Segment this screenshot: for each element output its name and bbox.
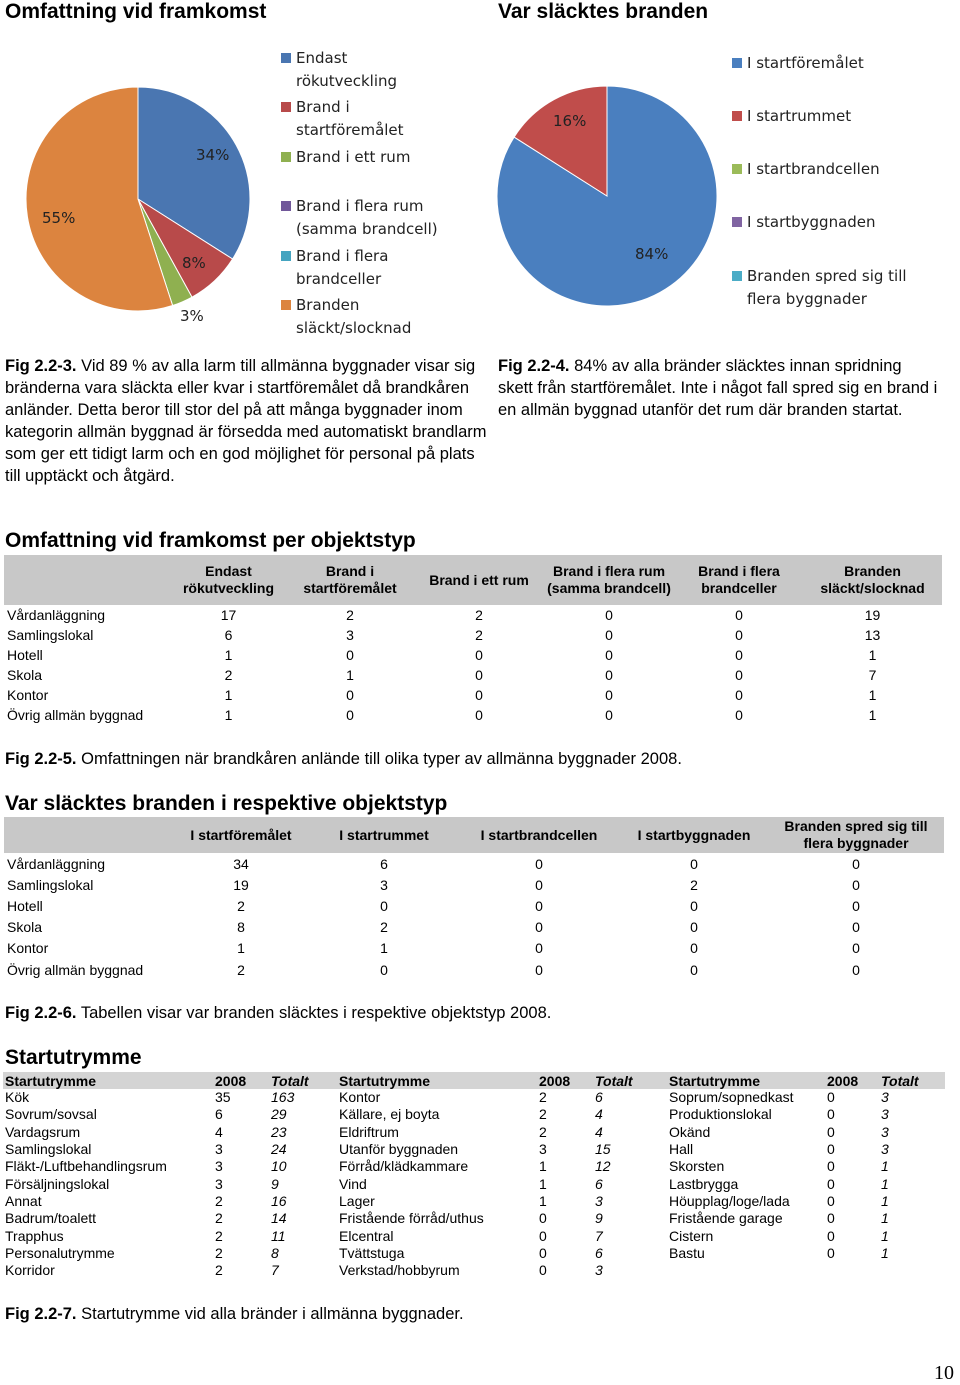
legend-swatch [281, 251, 291, 261]
table1-caption [5, 748, 945, 770]
table-cell: 0 [535, 919, 543, 936]
table-cell: 0 [535, 855, 543, 872]
table-cell: 1 [539, 1158, 547, 1175]
pie-label-34: 34% [196, 146, 230, 164]
table-cell: Okänd [669, 1123, 711, 1140]
caption-text: Omfattningen när brandkåren anlände till olika typer av allmänna byggnader 2008. [81, 750, 682, 768]
table-cell: 35 [215, 1089, 231, 1106]
pie-label-55: 55% [42, 209, 76, 227]
legend-swatch [732, 111, 742, 121]
table-cell: 0 [827, 1141, 835, 1158]
table-cell: 1 [881, 1175, 889, 1192]
table-row [3, 1227, 945, 1244]
table-cell: 4 [595, 1106, 603, 1123]
table-cell: 23 [271, 1123, 287, 1140]
table-cell: Personalutrymme [5, 1244, 115, 1261]
table-cell: 3 [215, 1175, 223, 1192]
caption-label: Fig 2.2-6. [5, 1004, 77, 1022]
table-cell: Samlingslokal [5, 1141, 92, 1158]
table-cell: Fristående garage [669, 1210, 783, 1227]
table-cell: Badrum/toalett [5, 1210, 97, 1227]
table-cell: 1 [868, 707, 877, 723]
table-cell: Kök [5, 1089, 30, 1106]
table-header-cell: 2008 [537, 1072, 593, 1089]
table-cell: 0 [535, 897, 543, 914]
table-cell: 0 [539, 1244, 547, 1261]
table-cell: 0 [690, 961, 698, 978]
table-cell: 1 [224, 707, 233, 723]
table-cell: 163 [271, 1089, 295, 1106]
legend-swatch [281, 300, 291, 310]
table2-caption [5, 1002, 945, 1024]
table-cell: 3 [215, 1141, 223, 1158]
caption-label: Fig 2.2-3. [5, 357, 77, 375]
table-cell: Övrig allmän byggnad [7, 707, 144, 723]
table-header-cell: Startutrymme [337, 1072, 537, 1089]
table-row [4, 625, 942, 645]
table-cell: 2 [215, 1210, 223, 1227]
right-chart-title: Var släcktes branden [498, 0, 709, 23]
table-row [4, 685, 942, 705]
table-cell: Skola [7, 919, 43, 936]
table-cell: 0 [852, 876, 860, 893]
table-cell: 0 [735, 627, 743, 643]
table-cell: Försäljningslokal [5, 1175, 110, 1192]
table-row [3, 1141, 945, 1158]
table-header-cell: Startutrymme [667, 1072, 825, 1089]
table-cell [825, 1262, 879, 1279]
table-cell: 0 [475, 667, 483, 683]
table-cell: 14 [271, 1210, 287, 1227]
table-row [3, 1175, 945, 1192]
table-cell: Soprum/sopnedkast [669, 1089, 794, 1106]
caption-label: Fig 2.2-4. [498, 357, 570, 375]
table-cell: Skola [7, 667, 43, 683]
caption-text: Startutrymme vid alla bränder i allmänna byggnader. [81, 1305, 464, 1323]
table-cell: Produktionslokal [669, 1106, 772, 1123]
table-cell: 3 [595, 1192, 603, 1209]
table-cell: 29 [271, 1106, 287, 1123]
table-cell: 3 [595, 1262, 603, 1279]
table-cell: 0 [605, 687, 613, 703]
table-cell: 2 [237, 961, 245, 978]
table-cell: 2 [346, 607, 354, 623]
table-cell: Samlingslokal [7, 876, 94, 893]
table-cell: 1 [539, 1175, 547, 1192]
table-cell: 3 [539, 1141, 547, 1158]
table-header-cell: Startutrymme [3, 1072, 213, 1089]
table-cell: 24 [271, 1141, 287, 1158]
table-header-cell: Brand i startföremålet [285, 555, 415, 605]
table-cell: 0 [827, 1175, 835, 1192]
table-cell: Höupplag/loge/lada [669, 1192, 790, 1209]
table-cell: 0 [535, 940, 543, 957]
table-cell: 1 [224, 687, 233, 703]
table-cell: Verkstad/hobbyrum [339, 1262, 460, 1279]
left-chart-title: Omfattning vid framkomst [5, 0, 267, 23]
table-cell: 11 [271, 1227, 286, 1244]
table-header-cell: Branden spred sig till flera byggnader [768, 817, 944, 853]
table-row [4, 705, 942, 725]
table-cell: 15 [595, 1141, 611, 1158]
table-cell: 6 [380, 855, 388, 872]
caption-text: 84% av alla bränder släcktes innan spridning skett från startföremålet. Inte i något fall spred sig en brand i en allmän byggnad utanför det rum där branden startat. [498, 357, 938, 419]
table-cell [667, 1262, 825, 1279]
table-cell: 12 [595, 1158, 611, 1175]
legend-swatch [281, 102, 291, 112]
table-row [4, 895, 944, 916]
table-cell: 0 [735, 667, 743, 683]
table-cell: 0 [539, 1210, 547, 1227]
legend-swatch [732, 58, 742, 68]
table-cell: Utanför byggnaden [339, 1141, 459, 1158]
table-cell: 2 [215, 1227, 223, 1244]
table-cell: Fläkt-/Luftbehandlingsrum [5, 1158, 167, 1175]
table-cell: 6 [595, 1089, 603, 1106]
table-cell: Förråd/klädkammare [339, 1158, 469, 1175]
table-cell: Lager [339, 1192, 375, 1209]
table-cell: 6 [595, 1175, 603, 1192]
table-cell: 1 [881, 1244, 889, 1261]
table-header-cell: I startrummet [310, 817, 458, 853]
table-header-cell: Totalt [593, 1072, 667, 1089]
table-row [3, 1106, 945, 1123]
table-cell: 2 [380, 919, 388, 936]
table-cell: 8 [237, 919, 245, 936]
table-cell: 8 [271, 1244, 279, 1261]
table-cell: 4 [595, 1123, 603, 1140]
pie-label-8: 8% [182, 254, 206, 272]
caption-label: Fig 2.2-7. [5, 1305, 77, 1323]
legend-swatch [732, 164, 742, 174]
table-cell: 16 [271, 1192, 287, 1209]
table-cell: 0 [475, 647, 483, 663]
table-cell: 0 [852, 961, 860, 978]
table-cell: 34 [233, 855, 249, 872]
table-cell: 0 [735, 647, 743, 663]
pie-label-3: 3% [180, 307, 204, 325]
table-cell: Vind [339, 1175, 367, 1192]
table-row [3, 1158, 945, 1175]
table-cell: 0 [346, 687, 354, 703]
table-row [3, 1262, 945, 1279]
table-cell: Hotell [7, 897, 43, 914]
table-cell: 0 [852, 940, 860, 957]
table-cell: Källare, ej boyta [339, 1106, 440, 1123]
right-chart-caption [498, 355, 938, 421]
table-cell: 3 [881, 1089, 889, 1106]
table-cell: 4 [215, 1123, 223, 1140]
table-cell: Sovrum/sovsal [5, 1106, 97, 1123]
table-row [4, 959, 944, 980]
table-cell: 7 [868, 667, 877, 683]
table1-body [4, 605, 942, 725]
table-cell: 1 [881, 1227, 889, 1244]
right-pie-chart [490, 25, 730, 345]
table-header-row [3, 1072, 945, 1089]
pie-label-84: 84% [635, 245, 669, 263]
table-cell: 17 [220, 607, 237, 623]
table-cell: 0 [827, 1158, 835, 1175]
table2 [4, 817, 944, 980]
table-cell: 2 [215, 1244, 223, 1261]
table-cell: 2 [215, 1262, 223, 1279]
table-row [4, 605, 942, 625]
table-cell: 0 [539, 1262, 547, 1279]
table-cell: 6 [215, 1106, 223, 1123]
table-cell: 1 [346, 667, 354, 683]
table-cell: Vårdanläggning [7, 855, 106, 872]
table-cell: 1 [380, 940, 388, 957]
table-cell: 2 [475, 607, 483, 623]
table-cell: Annat [5, 1192, 42, 1209]
table-cell: 2 [539, 1106, 547, 1123]
table2-body [4, 853, 944, 980]
pie-label-16: 16% [553, 112, 587, 130]
table-cell: 3 [215, 1158, 223, 1175]
table-cell: Hotell [7, 647, 43, 663]
table-cell: Vardagsrum [5, 1123, 81, 1140]
table-cell: 6 [224, 627, 233, 643]
table-cell: 0 [827, 1089, 835, 1106]
table-cell: 19 [864, 607, 881, 623]
table-cell: Bastu [669, 1244, 705, 1261]
table-cell: 3 [881, 1106, 889, 1123]
table-header-cell: I startbyggnaden [620, 817, 768, 853]
table-cell: 3 [346, 627, 354, 643]
table-cell: 7 [595, 1227, 603, 1244]
table-header-cell: I startbrandcellen [458, 817, 620, 853]
table-cell: Lastbrygga [669, 1175, 739, 1192]
table-cell: 0 [827, 1123, 835, 1140]
legend-swatch [281, 152, 291, 162]
table-cell: 0 [605, 707, 613, 723]
table-cell: 1 [539, 1192, 547, 1209]
table3-caption [5, 1303, 945, 1325]
table-cell: 2 [690, 876, 698, 893]
table-cell: 0 [852, 919, 860, 936]
table-header-cell [4, 555, 172, 605]
table-cell: 1 [868, 647, 877, 663]
table-cell: 0 [827, 1106, 835, 1123]
table-row [3, 1193, 945, 1210]
table3-title: Startutrymme [5, 1046, 142, 1069]
table-cell: Fristående förråd/uthus [339, 1210, 484, 1227]
table-row [4, 853, 944, 874]
legend-swatch [281, 53, 291, 63]
table-cell: 0 [346, 647, 354, 663]
table-cell: 13 [864, 627, 881, 643]
table-header-cell: Brand i flera rum (samma brandcell) [543, 555, 675, 605]
table-cell: 0 [605, 667, 613, 683]
table-cell: 0 [535, 876, 543, 893]
table-cell: Korridor [5, 1262, 55, 1279]
table-cell: 0 [690, 940, 698, 957]
table-header-row [4, 817, 944, 853]
table-row [3, 1089, 945, 1106]
table-cell: 0 [690, 855, 698, 872]
legend-swatch [732, 217, 742, 227]
table-row [3, 1124, 945, 1141]
left-chart-caption [5, 355, 490, 487]
table-cell: 0 [380, 961, 388, 978]
table-cell: 2 [475, 627, 483, 643]
table-header-cell: Brand i ett rum [415, 555, 543, 605]
table-cell: 0 [735, 707, 743, 723]
table-cell: 3 [881, 1123, 889, 1140]
legend-swatch [281, 201, 291, 211]
table-cell: 0 [475, 707, 483, 723]
table-cell: 1 [868, 687, 877, 703]
table-cell: 0 [827, 1192, 835, 1209]
legend-swatch [732, 271, 742, 281]
table-row [4, 938, 944, 959]
table-cell: 0 [535, 961, 543, 978]
table-cell: 1 [237, 940, 245, 957]
table-cell: 0 [735, 687, 743, 703]
table-header-cell: Endast rökutveckling [172, 555, 285, 605]
table-cell: 2 [237, 897, 245, 914]
page-number: 10 [934, 1362, 954, 1384]
table3-body [3, 1089, 945, 1279]
table-cell: Skorsten [669, 1158, 725, 1175]
table-cell: 0 [475, 687, 483, 703]
table-cell: 0 [827, 1244, 835, 1261]
table-cell: 1 [881, 1210, 889, 1227]
table-cell: 3 [881, 1141, 889, 1158]
table-header-cell: Branden släckt/slocknad [803, 555, 942, 605]
table2-title: Var släcktes branden i respektive objektstyp [5, 792, 448, 815]
table-row [4, 874, 944, 895]
table-cell: 0 [827, 1210, 835, 1227]
table-cell: 1 [881, 1158, 889, 1175]
left-pie-chart [0, 25, 280, 345]
table-cell: 19 [233, 876, 249, 893]
table-cell: Trapphus [5, 1227, 64, 1244]
table-cell: 0 [605, 647, 613, 663]
table-cell [879, 1262, 945, 1279]
table-cell: Hall [669, 1141, 694, 1158]
table-cell: Eldriftrum [339, 1123, 399, 1140]
table-cell: 0 [380, 897, 388, 914]
table-cell: Cistern [669, 1227, 714, 1244]
table-row [3, 1245, 945, 1262]
table-cell: 2 [539, 1123, 547, 1140]
table-header-cell: Brand i flera brandceller [675, 555, 803, 605]
table-cell: 1 [881, 1192, 889, 1209]
table-header-cell: I startföremålet [172, 817, 310, 853]
table-cell: 0 [605, 627, 613, 643]
table-cell: 2 [539, 1089, 547, 1106]
table-cell: Kontor [7, 687, 49, 703]
table-row [4, 665, 942, 685]
table-header-row [4, 555, 942, 605]
table-cell: Elcentral [339, 1227, 394, 1244]
table-cell: 0 [539, 1227, 547, 1244]
table-cell: 9 [271, 1175, 279, 1192]
table1-title: Omfattning vid framkomst per objektstyp [5, 529, 416, 552]
table-cell: 1 [224, 647, 233, 663]
table-cell: 0 [852, 897, 860, 914]
table-cell: 0 [690, 897, 698, 914]
table-cell: 0 [605, 607, 613, 623]
caption-text: Vid 89 % av alla larm till allmänna byggnader visar sig bränderna vara släckta eller kvar i startföremålet då brandkåren anländer. Detta beror till stor del på att många byggnader inom kategorin allmän byggnad är försedda med automatiskt brandlarm som ger ett tidigt larm och en god möjlighet för personal på plats till upptäckt och åtgärd. [5, 357, 487, 485]
table-header-cell: Totalt [269, 1072, 337, 1089]
table-cell: 3 [380, 876, 388, 893]
table-header-cell: 2008 [825, 1072, 879, 1089]
table-header-cell: Totalt [879, 1072, 945, 1089]
table-cell: 9 [595, 1210, 603, 1227]
table-cell: Övrig allmän byggnad [7, 961, 144, 978]
caption-text: Tabellen visar var branden släcktes i respektive objektstyp 2008. [80, 1004, 552, 1022]
table-cell: 0 [735, 607, 743, 623]
table-cell: Kontor [7, 940, 49, 957]
table-row [4, 645, 942, 665]
table-row [4, 917, 944, 938]
caption-label: Fig 2.2-5. [5, 750, 77, 768]
table3 [3, 1072, 945, 1279]
table-cell: 2 [224, 667, 233, 683]
table-cell: 2 [215, 1192, 223, 1209]
table-cell: 0 [346, 707, 354, 723]
table-cell: Vårdanläggning [7, 607, 106, 623]
table-cell: Samlingslokal [7, 627, 94, 643]
table-cell: Kontor [339, 1089, 381, 1106]
table-header-cell: 2008 [213, 1072, 269, 1089]
table-cell: 6 [595, 1244, 603, 1261]
table1 [4, 555, 942, 725]
table-cell: 7 [271, 1262, 279, 1279]
table-cell: 0 [827, 1227, 835, 1244]
table-cell: 10 [271, 1158, 287, 1175]
table-cell: 0 [852, 855, 860, 872]
table-header-cell [4, 817, 172, 853]
table-cell: Tvättstuga [339, 1244, 405, 1261]
table-cell: 0 [690, 919, 698, 936]
table-row [3, 1210, 945, 1227]
